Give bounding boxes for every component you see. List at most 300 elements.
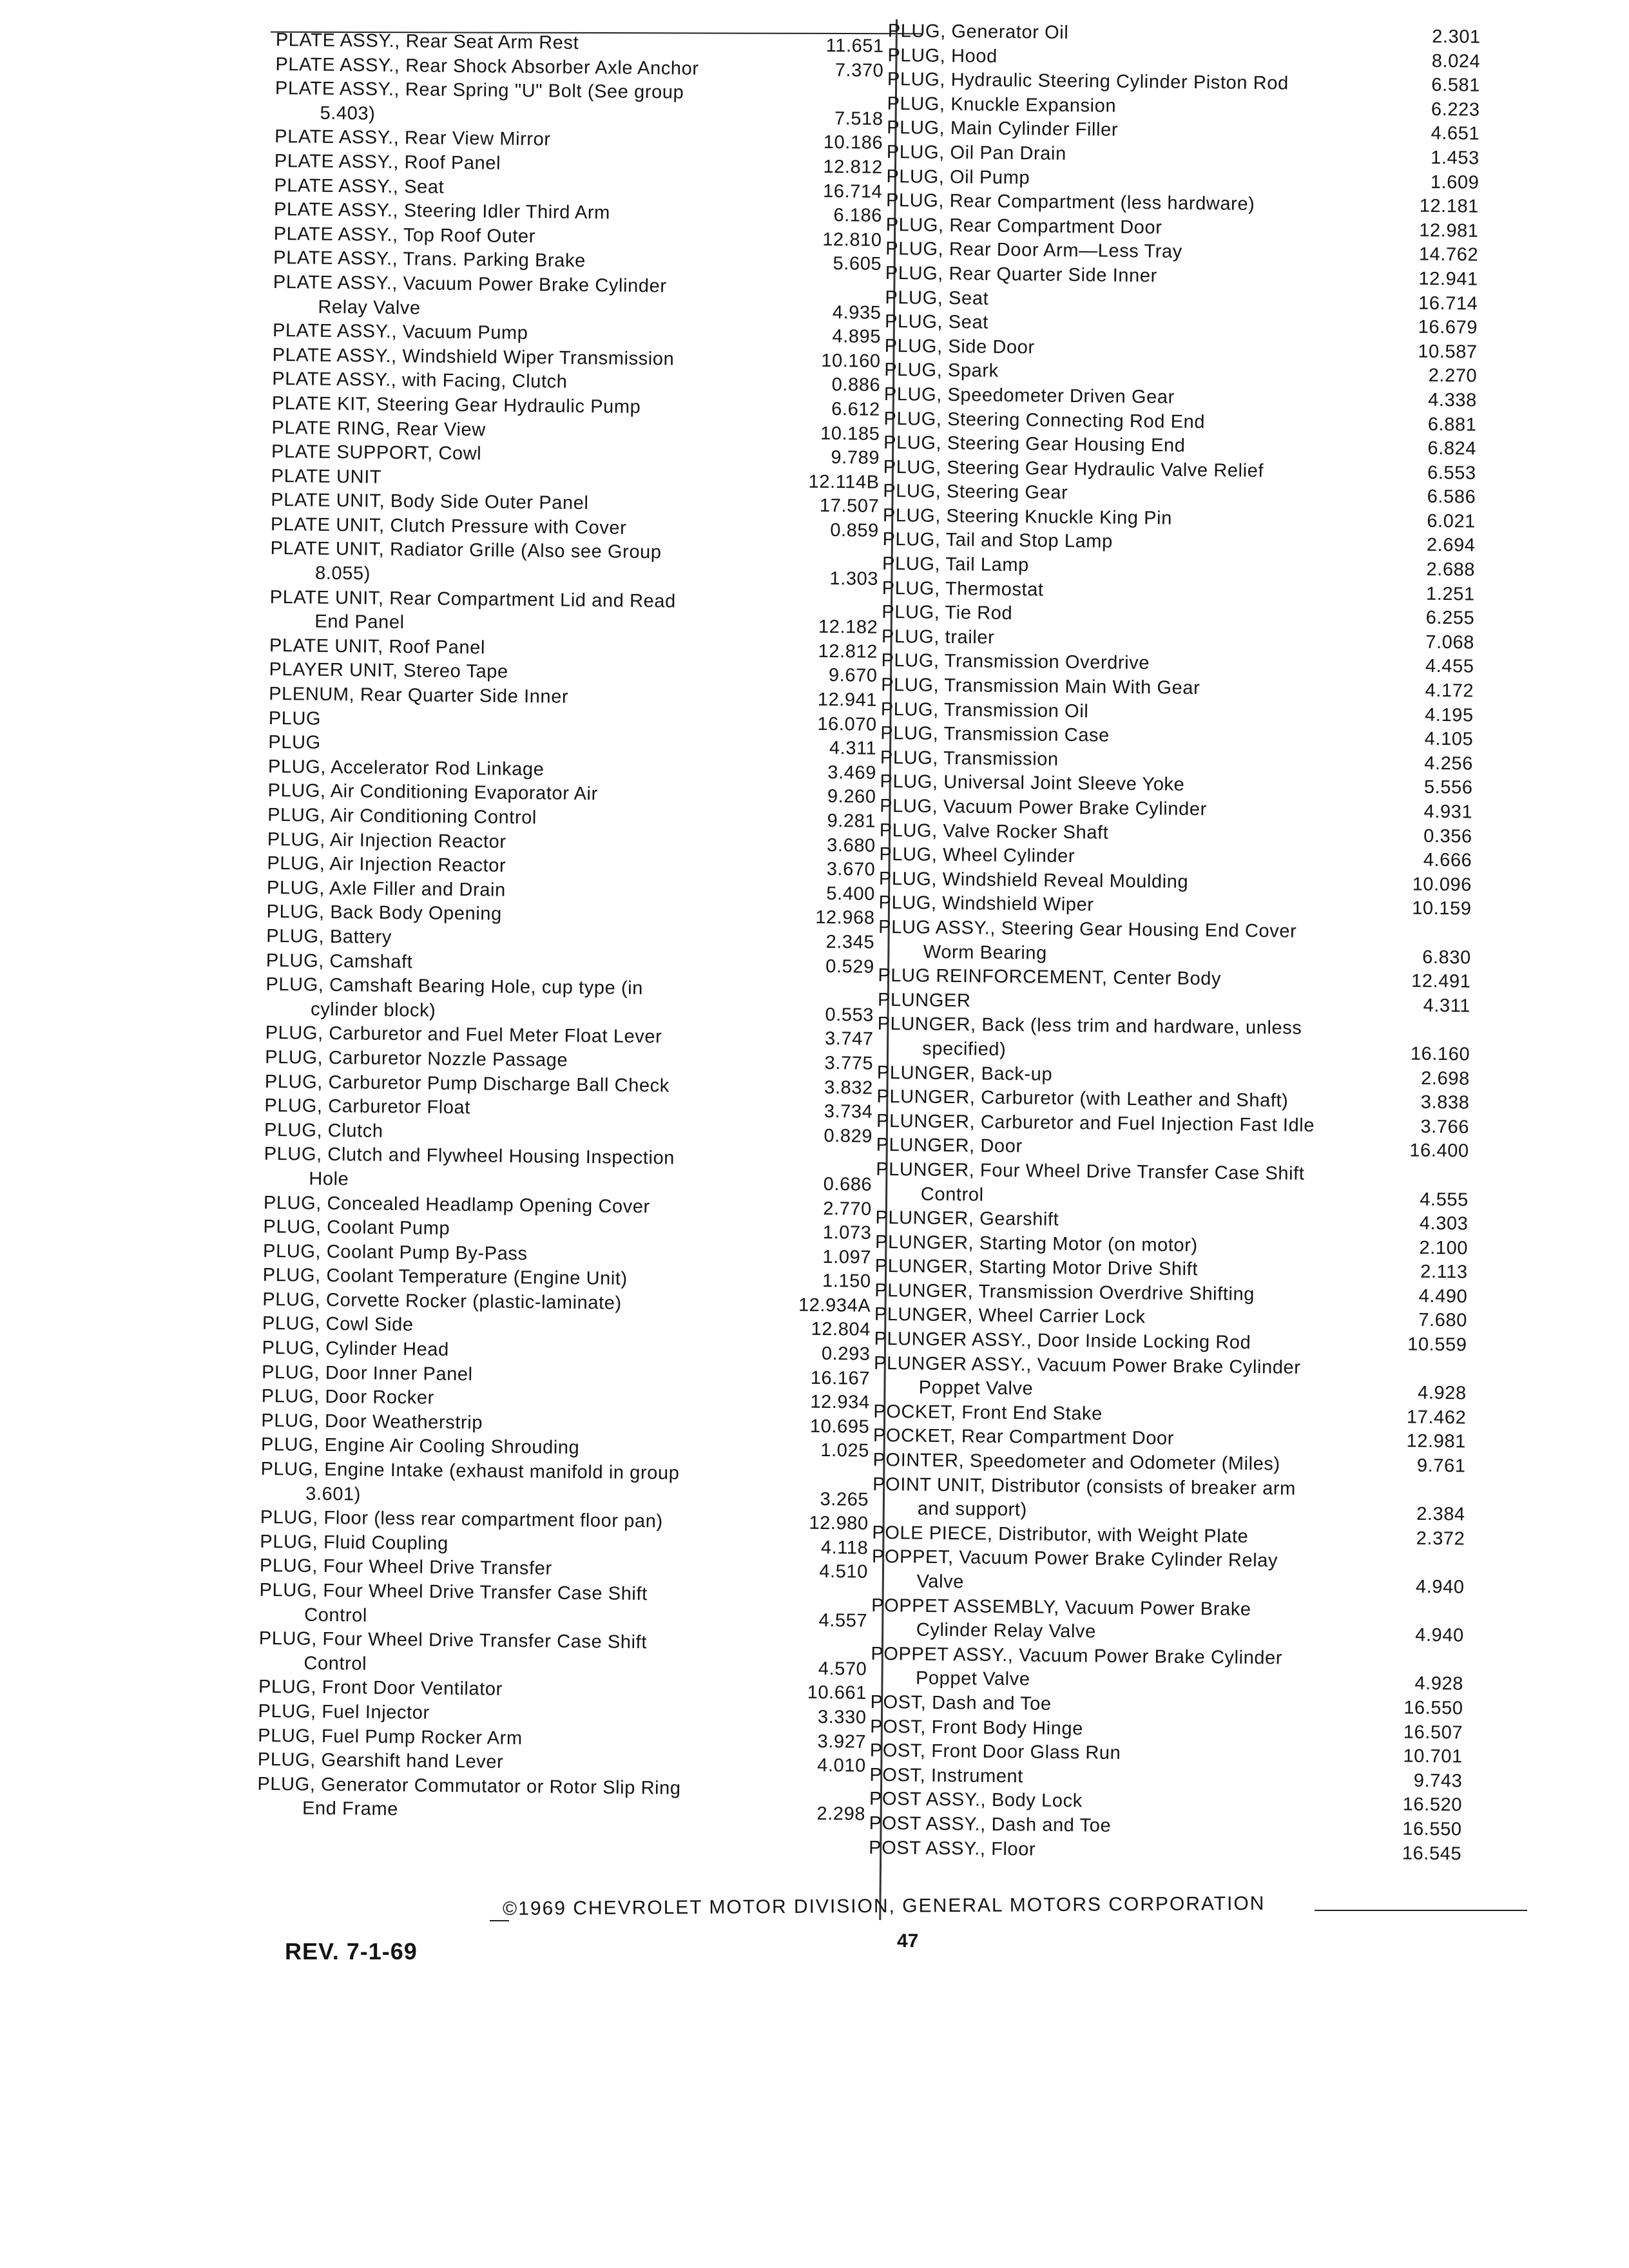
entry-text: PLATE RING, Rear View [271, 417, 486, 440]
entry-text: PLUG, Seat [885, 287, 989, 309]
index-entry [260, 1457, 869, 1512]
entry-continuation: Cylinder Relay Valve [916, 1619, 1097, 1642]
entry-group-number: 6.021 [1427, 510, 1476, 532]
entry-text: PLUG REINFORCEMENT, Center Body [878, 965, 1222, 990]
index-entry [871, 1545, 1465, 1600]
entry-group-number: 3.469 [827, 762, 877, 783]
index-entry [877, 1012, 1470, 1067]
entry-group-number: 16.070 [817, 713, 877, 735]
entry-text: PLUG, Valve Rocker Shaft [879, 820, 1109, 843]
entry-group-number: 16.550 [1403, 1697, 1463, 1719]
entry-group-number: 12.934A [798, 1294, 871, 1316]
entry-text: PLENUM, Rear Quarter Side Inner [269, 683, 569, 707]
entry-text: PLUG, Four Wheel Drive Transfer Case Shift [258, 1628, 648, 1653]
entry-text: PLUG, Tie Rod [882, 602, 1013, 624]
entry-text: PLUG, Transmission Case [880, 723, 1110, 746]
entry-group-number: 1.303 [829, 568, 879, 590]
entry-group-number: 0.829 [824, 1125, 873, 1147]
entry-text: PLUNGER, Starting Motor Drive Shift [874, 1256, 1199, 1280]
entry-group-number: 12.941 [817, 689, 878, 711]
entry-group-number: 17.462 [1406, 1407, 1467, 1428]
entry-group-number: 10.185 [820, 423, 880, 445]
entry-text: PLUG, Door Rocker [261, 1386, 434, 1408]
entry-group-number: 2.698 [1421, 1068, 1470, 1090]
entry-text: PLUG, Air Injection Reactor [267, 829, 506, 852]
entry-text: PLATE ASSY., Trans. Parking Brake [273, 247, 586, 272]
entry-group-number: 12.981 [1406, 1430, 1467, 1452]
entry-text: PLUG, Tail and Stop Lamp [882, 529, 1113, 553]
entry-group-number: 3.766 [1420, 1116, 1470, 1138]
entry-text: PLUG, Steering Connecting Rod End [883, 408, 1206, 432]
entry-text: POCKET, Rear Compartment Door [872, 1425, 1175, 1450]
entry-text: POINTER, Speedometer and Odometer (Miles) [872, 1449, 1280, 1475]
entry-group-number: 6.255 [1425, 608, 1475, 629]
entry-text: PLUG, Transmission Overdrive [881, 650, 1150, 674]
entry-continuation: End Panel [314, 611, 405, 633]
entry-text: PLATE ASSY., Vacuum Pump [272, 320, 528, 344]
entry-text: PLATE ASSY., with Facing, Clutch [272, 369, 568, 393]
entry-text: PLUG, Camshaft [265, 950, 413, 972]
entry-group-number: 6.881 [1427, 414, 1477, 436]
entry-text: PLUG, Battery [266, 925, 392, 948]
entry-continuation: and support) [917, 1498, 1027, 1521]
entry-group-number: 3.927 [817, 1731, 867, 1753]
entry-group-number: 16.714 [1418, 293, 1478, 314]
entry-group-number: 8.024 [1431, 50, 1481, 72]
entry-continuation: End Frame [302, 1798, 399, 1820]
entry-group-number: 9.281 [827, 811, 876, 832]
entry-group-number: 12.812 [818, 640, 878, 662]
entry-group-number: 2.345 [825, 931, 875, 953]
entry-group-number: 10.559 [1407, 1334, 1467, 1356]
entry-continuation: specified) [922, 1038, 1007, 1060]
entry-text: PLUNGER [877, 989, 971, 1012]
entry-group-number: 9.670 [828, 665, 878, 687]
entry-text: PLUG, Oil Pan Drain [886, 141, 1066, 164]
entry-text: PLUG, Rear Compartment (less hardware) [885, 190, 1255, 215]
entry-group-number: 16.167 [810, 1367, 871, 1389]
entry-text: PLUG, Rear Quarter Side Inner [885, 262, 1158, 287]
entry-text: PLUG, Gearshift hand Lever [257, 1749, 504, 1773]
entry-group-number: 4.118 [820, 1537, 869, 1559]
entry-group-number: 1.025 [820, 1440, 870, 1462]
entry-group-number: 6.223 [1431, 99, 1480, 120]
entry-group-number: 3.747 [824, 1028, 874, 1050]
entry-group-number: 0.886 [831, 374, 881, 396]
entry-group-number: 9.260 [827, 786, 876, 808]
entry-text: PLUG, trailer [881, 626, 995, 648]
entry-text: PLUNGER, Transmission Overdrive Shifting [874, 1280, 1255, 1305]
entry-group-number: 12.181 [1419, 195, 1480, 217]
entry-text: PLUG, Wheel Cylinder [879, 844, 1075, 867]
index-entry [876, 1158, 1469, 1213]
entry-text: PLUG, Door Inner Panel [261, 1361, 473, 1385]
entry-text: POST, Dash and Toe [870, 1691, 1052, 1715]
entry-group-number: 3.832 [824, 1077, 873, 1099]
entry-text: PLUG, Fuel Pump Rocker Arm [258, 1725, 523, 1749]
entry-text: PLUG, Vacuum Power Brake Cylinder [880, 795, 1207, 820]
entry-group-number: 4.303 [1419, 1213, 1469, 1235]
entry-group-number: 2.298 [816, 1803, 866, 1825]
entry-text: POPPET, Vacuum Power Brake Cylinder Relay [871, 1546, 1278, 1571]
entry-group-number: 4.935 [832, 302, 882, 323]
entry-text: PLUG, Coolant Pump By-Pass [262, 1240, 528, 1264]
entry-group-number: 5.605 [833, 253, 882, 275]
entry-text: PLATE UNIT, Roof Panel [269, 635, 486, 658]
entry-group-number: 16.679 [1418, 316, 1478, 338]
entry-text: PLUNGER, Carburetor and Fuel Injection Fast Idle [876, 1110, 1315, 1136]
index-entry [275, 77, 883, 131]
entry-text: POPPET ASSY., Vacuum Power Brake Cylinder [871, 1643, 1283, 1669]
entry-continuation: 8.055) [314, 562, 371, 584]
entry-text: PLUG ASSY., Steering Gear Housing End Cover [878, 916, 1297, 942]
entry-group-number: 3.775 [824, 1052, 874, 1074]
entry-continuation: Control [304, 1653, 367, 1675]
entry-text: PLUNGER, Back-up [876, 1062, 1053, 1085]
entry-group-number: 12.810 [822, 229, 882, 251]
entry-text: PLATE KIT, Steering Gear Hydraulic Pump [271, 392, 641, 418]
entry-continuation: Poppet Valve [918, 1377, 1034, 1399]
entry-text: PLUG, Four Wheel Drive Transfer Case Shift [259, 1579, 648, 1605]
entry-continuation: Relay Valve [318, 296, 421, 318]
entry-text: PLUG, Clutch [264, 1119, 383, 1142]
entry-text: PLUG, Transmission [880, 747, 1059, 770]
entry-text: PLUG, Coolant Temperature (Engine Unit) [262, 1265, 628, 1290]
entry-text: PLUG, Oil Pump [886, 166, 1030, 188]
entry-text: PLUG, Generator Commutator or Rotor Slip Ring [257, 1773, 681, 1799]
entry-text: PLUG, Steering Gear [883, 481, 1068, 504]
entry-group-number: 9.761 [1416, 1455, 1466, 1477]
entry-text: PLUNGER, Starting Motor (on motor) [874, 1231, 1198, 1256]
entry-group-number: 16.714 [822, 180, 883, 202]
entry-continuation: 3.601) [305, 1483, 361, 1505]
entry-group-number: 4.666 [1423, 849, 1472, 871]
entry-text: PLATE UNIT, Body Side Outer Panel [271, 490, 589, 514]
revision-label: REV. 7-1-69 [285, 1938, 418, 1965]
entry-text: PLUG, Concealed Headlamp Opening Cover [263, 1192, 650, 1217]
entry-group-number: 7.680 [1418, 1310, 1468, 1331]
index-entry [269, 586, 878, 640]
entry-group-number: 16.545 [1402, 1843, 1462, 1865]
entry-group-number: 10.695 [809, 1416, 870, 1437]
entry-text: PLUG, Transmission Main With Gear [881, 674, 1200, 699]
entry-group-number: 3.734 [824, 1101, 873, 1122]
entry-group-number: 4.895 [832, 326, 882, 347]
entry-group-number: 4.557 [818, 1610, 868, 1631]
entry-group-number: 4.651 [1431, 123, 1480, 144]
entry-text: PLUG, Rear Door Arm—Less Tray [885, 238, 1183, 263]
entry-text: PLUG, Steering Knuckle King Pin [882, 505, 1173, 529]
entry-text: POCKET, Front End Stake [873, 1401, 1103, 1425]
entry-continuation: Control [304, 1604, 368, 1626]
index-entry [257, 1773, 866, 1827]
entry-group-number: 3.265 [820, 1488, 869, 1510]
entry-group-number: 4.940 [1415, 1624, 1464, 1646]
entry-group-number: 9.789 [831, 447, 880, 468]
entry-group-number: 4.510 [819, 1561, 869, 1583]
entry-group-number: 6.553 [1427, 462, 1476, 484]
entry-group-number: 6.612 [831, 398, 881, 420]
entry-continuation: cylinder block) [310, 999, 436, 1021]
entry-group-number: 16.550 [1402, 1818, 1462, 1840]
entry-continuation: Valve [916, 1571, 965, 1593]
entry-group-number: 7.518 [834, 108, 883, 130]
entry-group-number: 0.686 [823, 1173, 872, 1195]
entry-text: PLUG, Floor (less rear compartment floor pan) [260, 1507, 663, 1532]
entry-group-number: 1.150 [822, 1271, 871, 1293]
entry-group-number: 12.804 [811, 1319, 871, 1341]
entry-group-number: 6.830 [1422, 947, 1471, 968]
entry-text: PLUG, Main Cylinder Filler [887, 117, 1119, 141]
entry-text: PLATE ASSY., Steering Idler Third Arm [273, 199, 611, 224]
entry-group-number: 4.010 [817, 1755, 866, 1776]
entry-text: POLE PIECE, Distributor, with Weight Plate [872, 1522, 1249, 1547]
entry-group-number: 7.068 [1425, 631, 1475, 653]
entry-group-number: 2.100 [1419, 1237, 1469, 1259]
index-entry [264, 1142, 872, 1197]
entry-text: POINT UNIT, Distributor (consists of breaker arm [872, 1474, 1296, 1499]
entry-group-number: 4.570 [818, 1658, 867, 1680]
entry-group-number: 1.073 [822, 1222, 872, 1244]
entry-group-number: 9.743 [1413, 1770, 1463, 1792]
entry-text: PLUG, Carburetor Pump Discharge Ball Check [264, 1071, 670, 1097]
entry-group-number: 4.195 [1424, 704, 1474, 726]
entry-text: PLUNGER ASSY., Vacuum Power Brake Cylinder [873, 1352, 1301, 1378]
entry-group-number: 4.338 [1428, 389, 1478, 411]
entry-group-number: 4.555 [1420, 1189, 1469, 1211]
entry-group-number: 12.981 [1419, 220, 1479, 242]
entry-group-number: 2.384 [1416, 1503, 1465, 1525]
entry-group-number: 3.838 [1420, 1091, 1470, 1113]
entry-text: PLUG, Carburetor Float [264, 1095, 471, 1119]
entry-group-number: 16.400 [1409, 1140, 1469, 1162]
entry-group-number: 10.159 [1412, 898, 1472, 919]
entry-text: PLUG, Tail Lamp [882, 553, 1029, 576]
entry-text: PLUG, Accelerator Rod Linkage [267, 756, 545, 780]
entry-text: PLATE UNIT, Radiator Grille (Also see Group [270, 538, 662, 563]
entry-text: PLUG, Air Conditioning Control [267, 804, 537, 829]
entry-group-number: 16.160 [1410, 1043, 1470, 1065]
entry-group-number: 10.661 [807, 1682, 867, 1704]
entry-group-number: 2.770 [823, 1198, 872, 1220]
entry-text: POPPET ASSEMBLY, Vacuum Power Brake [871, 1595, 1251, 1620]
entry-text: PLUG, Windshield Wiper [878, 892, 1094, 916]
entry-group-number: 6.824 [1427, 437, 1477, 459]
entry-group-number: 10.701 [1403, 1745, 1463, 1767]
entry-text: PLATE ASSY., Windshield Wiper Transmission [272, 344, 675, 370]
entry-text: PLUG, Camshaft Bearing Hole, cup type (in [265, 974, 644, 999]
entry-text: PLUNGER, Wheel Carrier Lock [874, 1304, 1146, 1328]
entry-group-number: 1.453 [1431, 147, 1480, 169]
entry-group-number: 2.688 [1426, 559, 1476, 581]
entry-group-number: 12.114B [808, 471, 880, 493]
left-column [257, 28, 884, 1827]
entry-group-number: 3.330 [817, 1706, 867, 1728]
entry-group-number: 6.586 [1427, 486, 1476, 508]
entry-text: PLUG, Fluid Coupling [260, 1531, 449, 1554]
entry-group-number: 7.370 [834, 59, 884, 81]
entry-group-number: 12.812 [823, 156, 883, 178]
entry-group-number: 11.651 [825, 35, 884, 57]
entry-group-number: 6.581 [1431, 75, 1481, 96]
entry-group-number: 2.113 [1420, 1262, 1468, 1283]
entry-group-number: 3.680 [827, 834, 876, 856]
entry-text: PLATE SUPPORT, Cowl [271, 441, 482, 465]
entry-continuation: 5.403) [320, 102, 376, 124]
right-column [869, 19, 1481, 1867]
entry-group-number: 4.105 [1424, 729, 1474, 750]
entry-text: PLUG, Steering Gear Hydraulic Valve Relief [883, 456, 1264, 481]
entry-group-number: 2.694 [1426, 535, 1476, 557]
entry-group-number: 1.251 [1425, 583, 1475, 605]
entry-text: POST ASSY., Body Lock [869, 1789, 1083, 1812]
entry-group-number: 2.301 [1432, 26, 1481, 48]
index-entry [874, 1352, 1467, 1407]
entry-group-number: 12.182 [818, 617, 878, 639]
entry-text: PLUG, Carburetor Nozzle Passage [265, 1046, 568, 1071]
index-entry [871, 1593, 1465, 1648]
entry-text: PLUG, Steering Gear Housing End [883, 432, 1186, 456]
entry-text: PLATE ASSY., Rear Shock Absorber Axle Anchor [275, 53, 699, 79]
entry-text: PLUG, Coolant Pump [263, 1216, 450, 1240]
entry-group-number: 17.507 [819, 495, 880, 517]
entry-text: PLUG [268, 707, 322, 729]
entry-group-number: 0.553 [825, 1004, 874, 1026]
index-entry [872, 1473, 1466, 1528]
entry-group-number: 12.941 [1418, 268, 1478, 290]
entry-text: PLUG, Thermostat [882, 577, 1044, 601]
entry-text: PLUG, Carburetor and Fuel Meter Float Lever [265, 1023, 662, 1048]
entry-group-number: 0.293 [821, 1343, 871, 1365]
entry-text: PLUG, Clutch and Flywheel Housing Inspection [264, 1144, 675, 1169]
entry-group-number: 4.172 [1425, 680, 1474, 702]
entry-group-number: 0.859 [830, 519, 880, 541]
entry-group-number: 6.186 [833, 205, 883, 227]
entry-continuation: Control [920, 1184, 984, 1206]
entry-text: PLUNGER, Gearshift [875, 1207, 1059, 1230]
entry-group-number: 0.356 [1423, 825, 1472, 847]
entry-text: PLATE UNIT, Rear Compartment Lid and Read [269, 586, 676, 612]
entry-group-number: 4.311 [1423, 995, 1471, 1017]
entry-group-number: 4.455 [1425, 656, 1474, 678]
entry-group-number: 12.980 [809, 1513, 869, 1534]
entry-group-number: 4.490 [1418, 1285, 1468, 1307]
entry-text: PLATE ASSY., Seat [274, 175, 445, 198]
entry-text: POST ASSY., Dash and Toe [869, 1812, 1112, 1836]
entry-group-number: 4.928 [1417, 1382, 1467, 1404]
entry-text: PLUG, Hood [887, 44, 998, 67]
index-entry [871, 1642, 1464, 1697]
entry-text: PLUG, Air Injection Reactor [267, 853, 506, 876]
entry-group-number: 4.256 [1424, 753, 1474, 774]
entry-continuation: Hole [309, 1168, 349, 1190]
entry-group-number: 4.931 [1423, 801, 1473, 823]
entry-continuation: Poppet Valve [915, 1667, 1030, 1690]
entry-group-number: 2.270 [1428, 365, 1478, 387]
entry-group-number: 0.529 [825, 956, 874, 977]
entry-text: PLUNGER, Door [876, 1135, 1023, 1157]
entry-text: PLUNGER, Carburetor (with Leather and Shaft) [876, 1086, 1289, 1111]
entry-text: PLATE ASSY., Rear View Mirror [275, 126, 551, 150]
entry-text: PLUG, Fuel Injector [258, 1700, 430, 1724]
entry-text: POST, Front Body Hinge [870, 1716, 1084, 1739]
entry-text: PLATE ASSY., Roof Panel [274, 150, 501, 174]
entry-text: PLATE ASSY., Rear Seat Arm Rest [275, 29, 579, 53]
entry-group-number: 5.556 [1423, 777, 1473, 798]
entry-text: PLUG [268, 732, 321, 754]
copyright-footer: ©1969 CHEVROLET MOTOR DIVISION, GENERAL MOTORS CORPORATION [503, 1892, 1266, 1919]
entry-group-number: 10.160 [821, 350, 881, 372]
entry-text: PLUG, Corvette Rocker (plastic-laminate) [262, 1289, 622, 1314]
entry-continuation: Worm Bearing [923, 941, 1048, 964]
entry-text: PLUG, Engine Air Cooling Shrouding [260, 1434, 580, 1459]
entry-text: PLAYER UNIT, Stereo Tape [269, 659, 508, 683]
entry-group-number: 4.311 [829, 738, 877, 760]
page-number: 47 [897, 1930, 919, 1952]
index-entry [265, 973, 874, 1028]
entry-text: PLUNGER, Four Wheel Drive Transfer Case Shift [876, 1158, 1305, 1184]
entry-text: PLUG, Windshield Reveal Moulding [878, 868, 1189, 892]
entry-text: PLUG, Cylinder Head [262, 1337, 449, 1360]
entry-text: PLATE ASSY., Top Roof Outer [273, 223, 536, 247]
entry-text: PLUG, Engine Intake (exhaust manifold in group [260, 1458, 680, 1484]
entry-text: PLUG, Spark [884, 360, 999, 382]
entry-text: PLATE UNIT [271, 465, 382, 488]
entry-group-number: 14.762 [1418, 244, 1479, 265]
entry-text: PLUG, Speedometer Driven Gear [883, 383, 1175, 408]
entry-text: PLUG, Transmission Oil [880, 698, 1089, 722]
entry-group-number: 10.186 [823, 132, 883, 154]
entry-text: POST, Front Door Glass Run [869, 1740, 1121, 1764]
entry-text: PLUG, Front Door Ventilator [258, 1677, 503, 1700]
entry-text: PLATE UNIT, Clutch Pressure with Cover [270, 514, 627, 539]
entry-text: POST ASSY., Floor [869, 1837, 1036, 1860]
entry-group-number: 1.097 [822, 1246, 872, 1268]
entry-text: PLUG, Axle Filler and Drain [266, 877, 506, 901]
footer-rule-left [490, 1920, 509, 1921]
entry-group-number: 3.670 [826, 859, 876, 881]
entry-text: PLUG, Universal Joint Sleeve Yoke [880, 771, 1185, 796]
entry-text: PLUG, Cowl Side [262, 1313, 414, 1336]
entry-group-number: 4.928 [1414, 1673, 1464, 1695]
entry-text: PLATE ASSY., Vacuum Power Brake Cylinder [273, 271, 667, 297]
index-entry [258, 1627, 867, 1682]
entry-group-number: 16.507 [1403, 1722, 1463, 1744]
entry-text: PLUG, Back Body Opening [266, 901, 503, 925]
entry-group-number: 10.587 [1418, 341, 1478, 363]
entry-group-number: 5.400 [826, 883, 876, 905]
index-entry [878, 916, 1472, 970]
entry-text: PLUG, Rear Compartment Door [885, 214, 1162, 238]
entry-group-number: 12.934 [810, 1392, 870, 1414]
entry-group-number: 4.940 [1415, 1576, 1465, 1598]
index-entry [273, 271, 882, 325]
entry-text: PLUG, Side Door [884, 335, 1035, 358]
entry-group-number: 1.609 [1430, 171, 1480, 193]
index-entry [270, 537, 879, 591]
entry-group-number: 12.968 [815, 907, 875, 929]
entry-text: PLUG, Seat [884, 311, 988, 333]
entry-group-number: 12.491 [1411, 970, 1471, 992]
entry-text: PLUG, Knuckle Expansion [887, 93, 1117, 117]
entry-text: PLUG, Hydraulic Steering Cylinder Piston Rod [887, 69, 1289, 94]
entry-text: PLUG, Four Wheel Drive Transfer [259, 1555, 552, 1580]
entry-group-number: 2.372 [1416, 1528, 1465, 1550]
footer-rule-right [1315, 1910, 1527, 1911]
entry-text: PLUG, Generator Oil [887, 20, 1069, 43]
entry-text: PLUNGER, Back (less trim and hardware, unless [877, 1014, 1302, 1039]
entry-group-number: 16.520 [1402, 1794, 1463, 1816]
